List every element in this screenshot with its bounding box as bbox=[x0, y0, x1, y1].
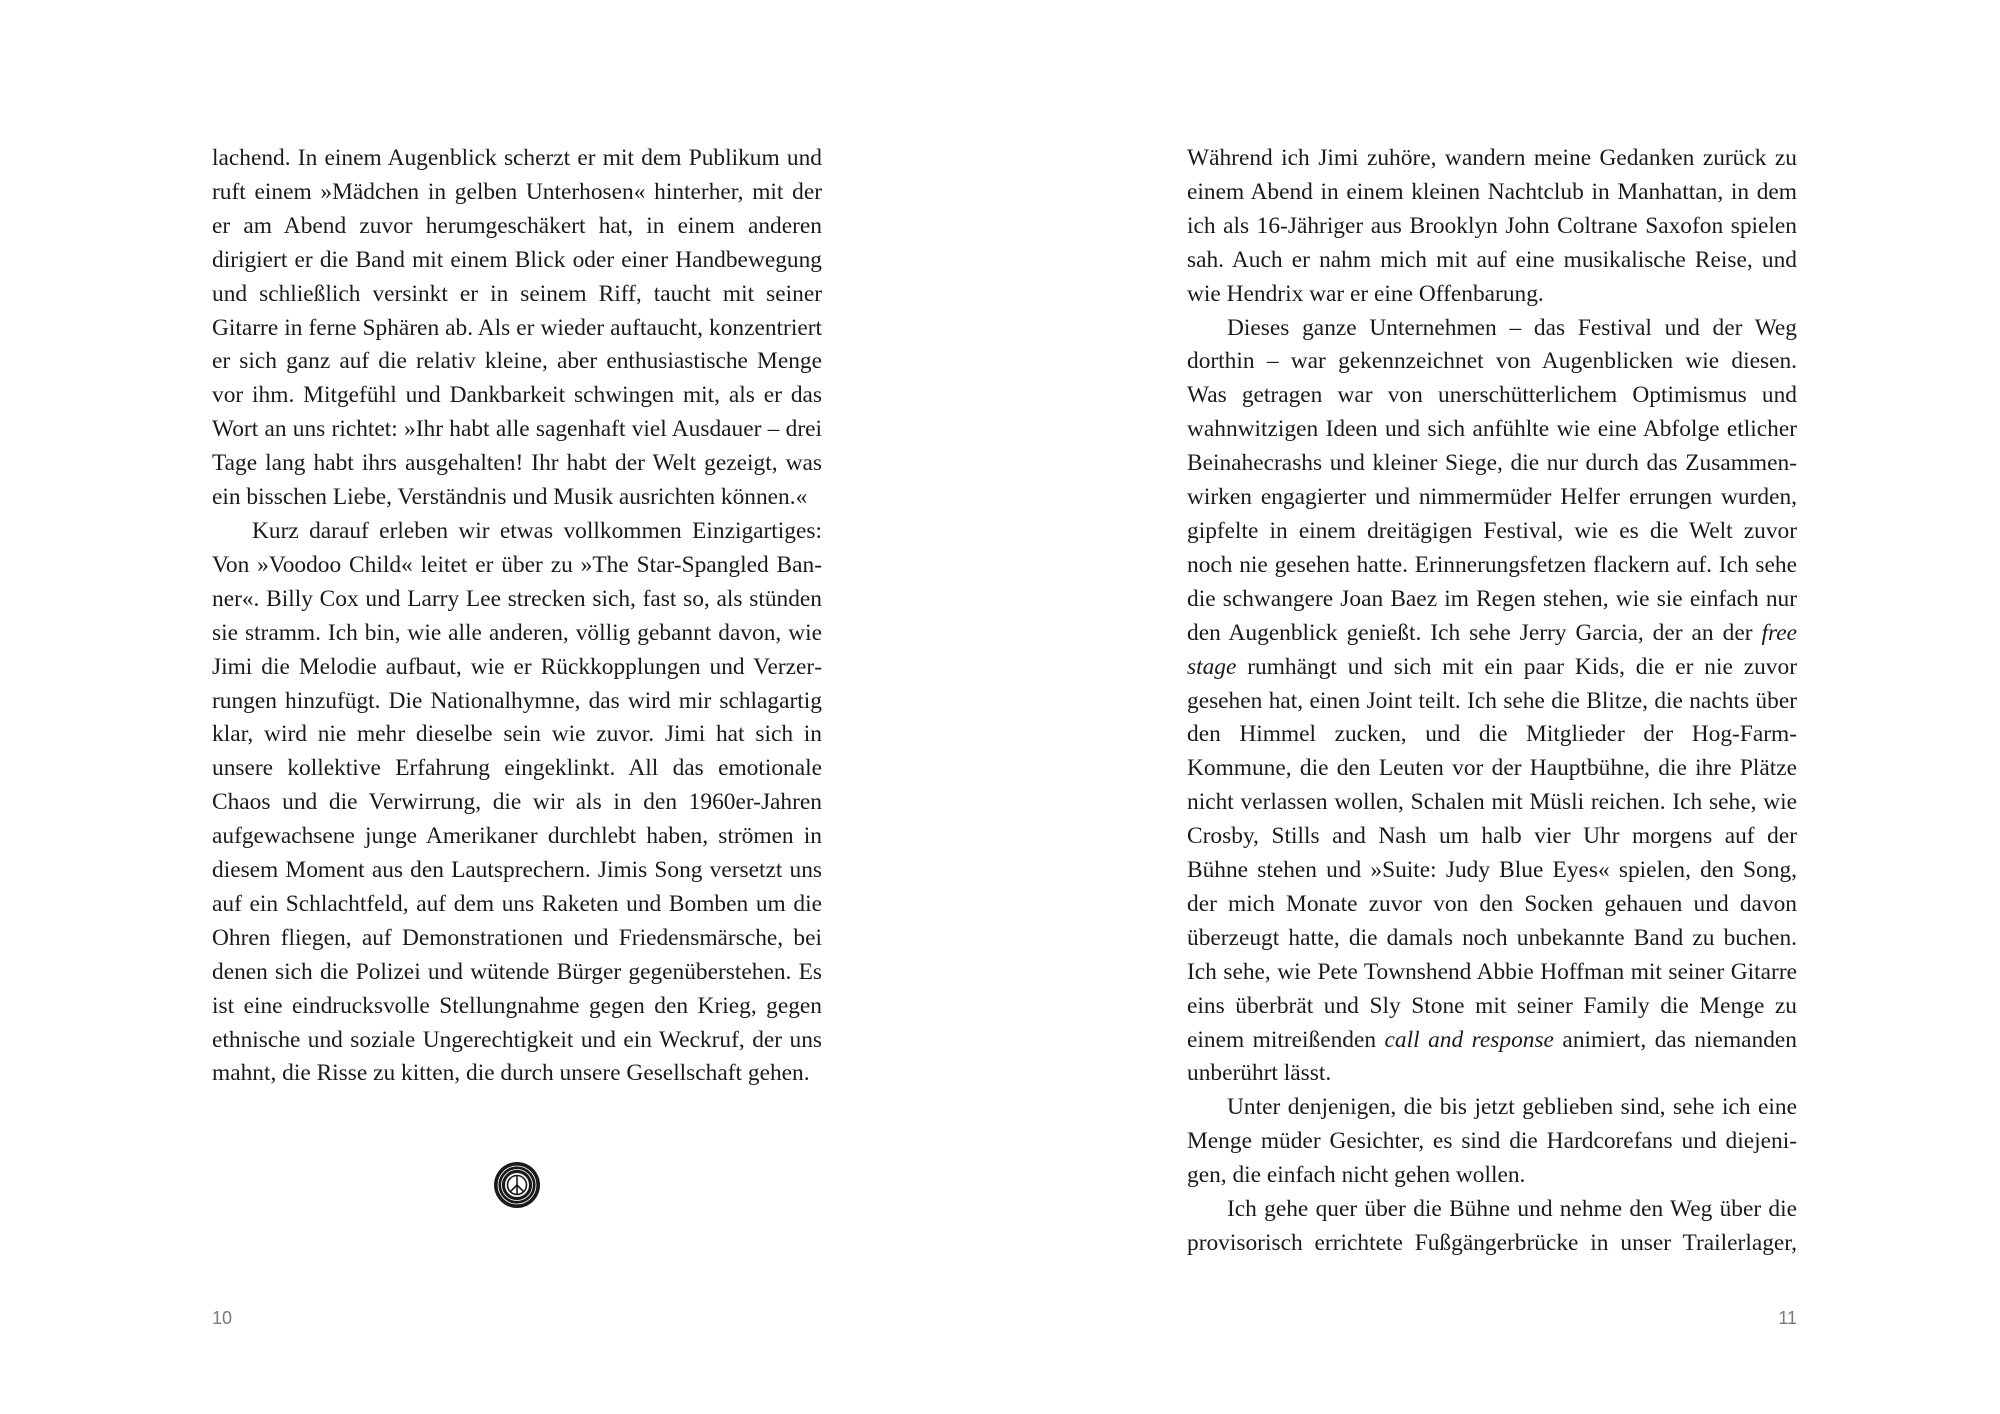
paragraph-text: rumhängt und sich mit ein paar Kids, die er nie zuvor gesehen hat, einen Joint teilt. Ich sehe die Blitze, die nachts über den Himmel zucken, und die Mitglieder der Hog-Farm-Kommune, die den Leuten vor der Hauptbühne, die ihre Plätze nicht verlassen wollen, Schalen mit Müsli reichen. Ich sehe, wie Crosby, Stills and Nash um halb vier Uhr morgens auf der Bühne stehen und »Suite: Judy Blue Eyes« spielen, den Song, der mich Monate zuvor von den Socken gehauen und davon überzeugt hatte, die damals noch unbekannte Band zu buchen. Ich sehe, wie Pete Townshend Abbie Hoffman mit seiner Gitarre eins überbrät und Sly Stone mit seiner Family die Menge zu einem mitreißenden bbox=[1187, 653, 1797, 1053]
page-number: 10 bbox=[212, 1308, 233, 1328]
paragraph: Ich gehe quer über die Bühne und nehme den Weg über die provisorisch errichtete Fußgängerbrücke in unser Trailerlager, bbox=[1187, 1196, 1797, 1256]
left-page-body bbox=[212, 142, 822, 1091]
paragraph-text: Dieses ganze Unternehmen – das Festival und der Weg dorthin – war gekennzeichnet von Augenblicken wie diesen. Was getragen war von unerschütterlichem Optimismus und wahnwitzigen Ideen und sich anfühlte wie eine Abfolge etlicher Beinahecrashs und kleiner Siege, die nur durch das Zusammenwirken engagierter und nimmermüder Helfer errungen wurden, gipfelte in einem dreitägigen Festival, wie es die Welt zuvor noch nie gesehen hatte. Erinnerungsfetzen flackern auf. Ich sehe die schwangere Joan Baez im Regen stehen, wie sie einfach nur den Augenblick genießt. Ich sehe Jerry Garcia, der an der bbox=[1187, 314, 1797, 646]
italic-phrase: call and response bbox=[1384, 1026, 1554, 1053]
paragraph: Kurz darauf erleben wir etwas vollkommen Einzigartiges: Von »Voodoo Child« leitet er über zu »The Star-Spangled Banner«. Billy Cox und Larry Lee strecken sich, fast so, als stünden sie stramm. Ich bin, wie alle anderen, völlig gebannt davon, wie Jimi die Melodie aufbaut, wie er Rückkopplungen und Verzerrungen hinzufügt. Die Nationalhymne, das wird mir schlagartig klar, wird nie mehr dieselbe sein wie zuvor. Jimi hat sich in unsere kollektive Erfahrung eingeklinkt. All das emotionale Chaos und die Verwirrung, die wir als in den 1960er-Jahren aufgewachsene junge Amerikaner durchlebt haben, strömen in diesem Moment aus den Lautsprechern. Jimis Song versetzt uns auf ein Schlachtfeld, auf dem uns Raketen und Bomben um die Ohren fliegen, auf Demonstrationen und Friedensmärsche, bei denen sich die Polizei und wütende Bürger gegenüberstehen. Es ist eine eindrucksvolle Stellungnahme gegen den Krieg, gegen ethnische und soziale Ungerechtigkeit und ein Weckruf, der uns mahnt, die Risse zu kitten, die durch unsere Gesellschaft gehen. bbox=[212, 517, 822, 1087]
right-page bbox=[1000, 0, 2000, 1414]
italic-phrase: free stage bbox=[1187, 619, 1797, 680]
paragraph bbox=[1187, 312, 1797, 1092]
paragraph: Unter denjenigen, die bis jetzt geblieben sind, sehe ich eine Menge müder Gesichter, es sind die Hardcorefans und diejenigen, die einfach nicht gehen wollen. bbox=[1187, 1094, 1797, 1189]
right-page-body bbox=[1187, 142, 1797, 1261]
peace-vinyl-record-icon bbox=[492, 1160, 542, 1210]
paragraph: lachend. In einem Augenblick scherzt er mit dem Publikum und ruft einem »Mädchen in gelben Unterhosen« hinterher, mit der er am Abend zuvor herumgeschäkert hat, in einem anderen dirigiert er die Band mit einem Blick oder einer Handbewegung und schließlich versinkt er in seinem Riff, taucht mit seiner Gitarre in ferne Sphären ab. Als er wieder auftaucht, konzentriert er sich ganz auf die relativ kleine, aber enthusiastische Menge vor ihm. Mitgefühl und Dankbarkeit schwingen mit, als er das Wort an uns richtet: »Ihr habt alle sagenhaft viel Ausdauer – drei Tage lang habt ihrs ausgehalten! Ihr habt der Welt gezeigt, was ein bisschen Liebe, Verständnis und Musik ausrichten können.« bbox=[212, 145, 822, 511]
page-number: 11 bbox=[1778, 1308, 1797, 1328]
paragraph-text: animiert, das niemanden unberührt lässt. bbox=[1187, 1026, 1797, 1087]
paragraph: Während ich Jimi zuhöre, wandern meine Gedanken zurück zu einem Abend in einem kleinen Nachtclub in Manhattan, in dem ich als 16-Jähriger aus Brooklyn John Coltrane Saxofon spielen sah. Auch er nahm mich mit auf eine musikalische Reise, und wie Hendrix war er eine Offenbarung. bbox=[1187, 145, 1797, 307]
